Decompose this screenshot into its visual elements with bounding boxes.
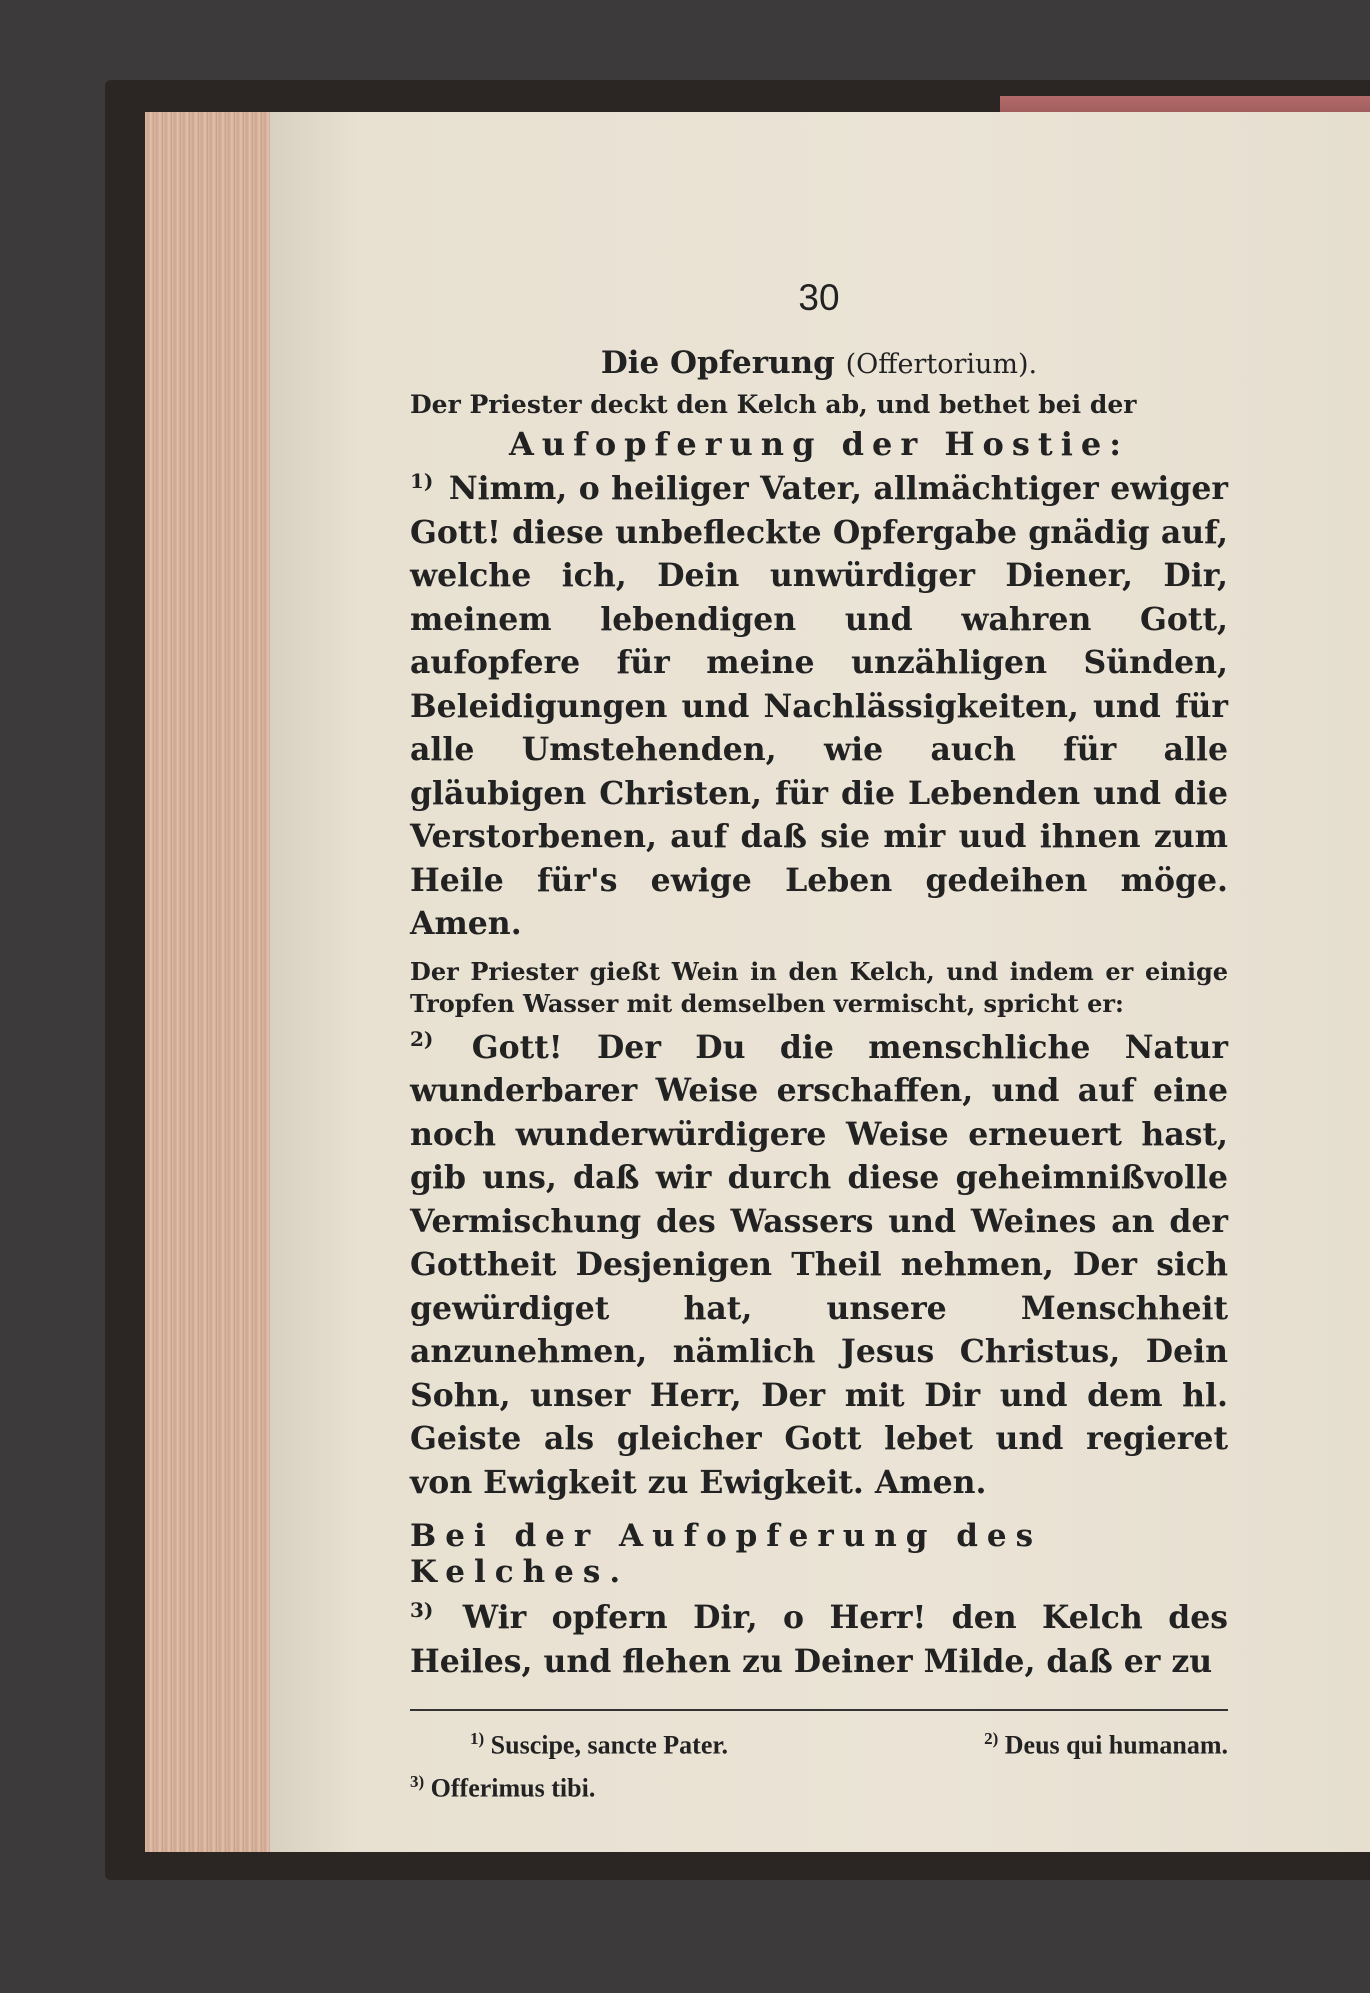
footnote-2-marker: 2) [984, 1729, 999, 1748]
footnote-1-text: Suscipe, sancte Pater. [490, 1730, 729, 1760]
paragraph-3-marker: 3) [410, 1597, 434, 1622]
footnote-2 [984, 1721, 1228, 1764]
page-number: 30 [798, 277, 840, 318]
heading-text: Die Opferung [600, 345, 835, 381]
book-page [270, 112, 1370, 1852]
footnote-row-1 [410, 1721, 1228, 1764]
footnote-3-text: Offerimus tibi. [430, 1773, 596, 1803]
paragraph-1-text: Nimm, o heiliger Vater, allmächtiger ewiger Gott! diese unbefleckte Opfergabe gnädig auf, welche ich, Dein unwürdiger Diener, Dir, meinem lebendigen und wahren Gott, aufopfere für meine unzähligen Sünden, Beleidigungen und Nachlässigkeiten, und für alle Umstehenden, wie auch für alle gläubigen Christen, für die Lebenden und die Verstorbenen, auf daß sie mir uud ihnen zum Heile für's ewige Leben gedeihen möge. Amen. [410, 470, 1229, 942]
footnote-rule [410, 1709, 1228, 1711]
paragraph-2 [410, 1026, 1228, 1505]
paragraph-2-text: Gott! Der Du die menschliche Natur wunderbarer Weise erschaffen, und auf eine noch wunderwürdigere Weise erneuert hast, gib uns, daß wir durch diese geheimnißvolle Vermischung des Wassers und Weines an der Gottheit Desjenigen Theil nehmen, Der sich gewürdiget hat, unsere Menschheit anzunehmen, nämlich Jesus Christus, Dein Sohn, unser Herr, Der mit Dir und dem hl. Geiste als gleicher Gott lebet und regieret von Ewigkeit zu Ewigkeit. Amen. [410, 1028, 1229, 1501]
paragraph-1-marker: 1) [410, 468, 434, 493]
footnote-2-text: Deus qui humanam. [1004, 1730, 1228, 1760]
paragraph-3 [410, 1596, 1228, 1683]
rubric-1: Der Priester deckt den Kelch ab, und bethet bei der [410, 390, 1137, 419]
footnote-3-marker: 3) [410, 1771, 425, 1791]
footnotes [410, 1721, 1228, 1806]
heading-latin: (Offertorium). [845, 349, 1038, 380]
footnote-1 [410, 1721, 728, 1764]
paragraph-3-text: Wir opfern Dir, o Herr! den Kelch des Heiles, und flehen zu Deiner Milde, daß er zu [410, 1599, 1228, 1680]
paragraph-2-marker: 2) [410, 1027, 434, 1051]
footnote-1-marker: 1) [470, 1729, 485, 1748]
footnote-3 [410, 1764, 1228, 1807]
subheading-1: Aufopferung der Hostie: [508, 425, 1130, 463]
section-heading [410, 345, 1228, 381]
subheading-2: Bei der Aufopferung des Kelches. [410, 1518, 1043, 1590]
page-text [410, 277, 1228, 1806]
paragraph-1 [410, 467, 1228, 946]
page-edges [145, 112, 285, 1852]
rubric-2: Der Priester gießt Wein in den Kelch, und indem er einige Tropfen Wasser mit demselben vermischt, spricht er: [410, 956, 1228, 1018]
